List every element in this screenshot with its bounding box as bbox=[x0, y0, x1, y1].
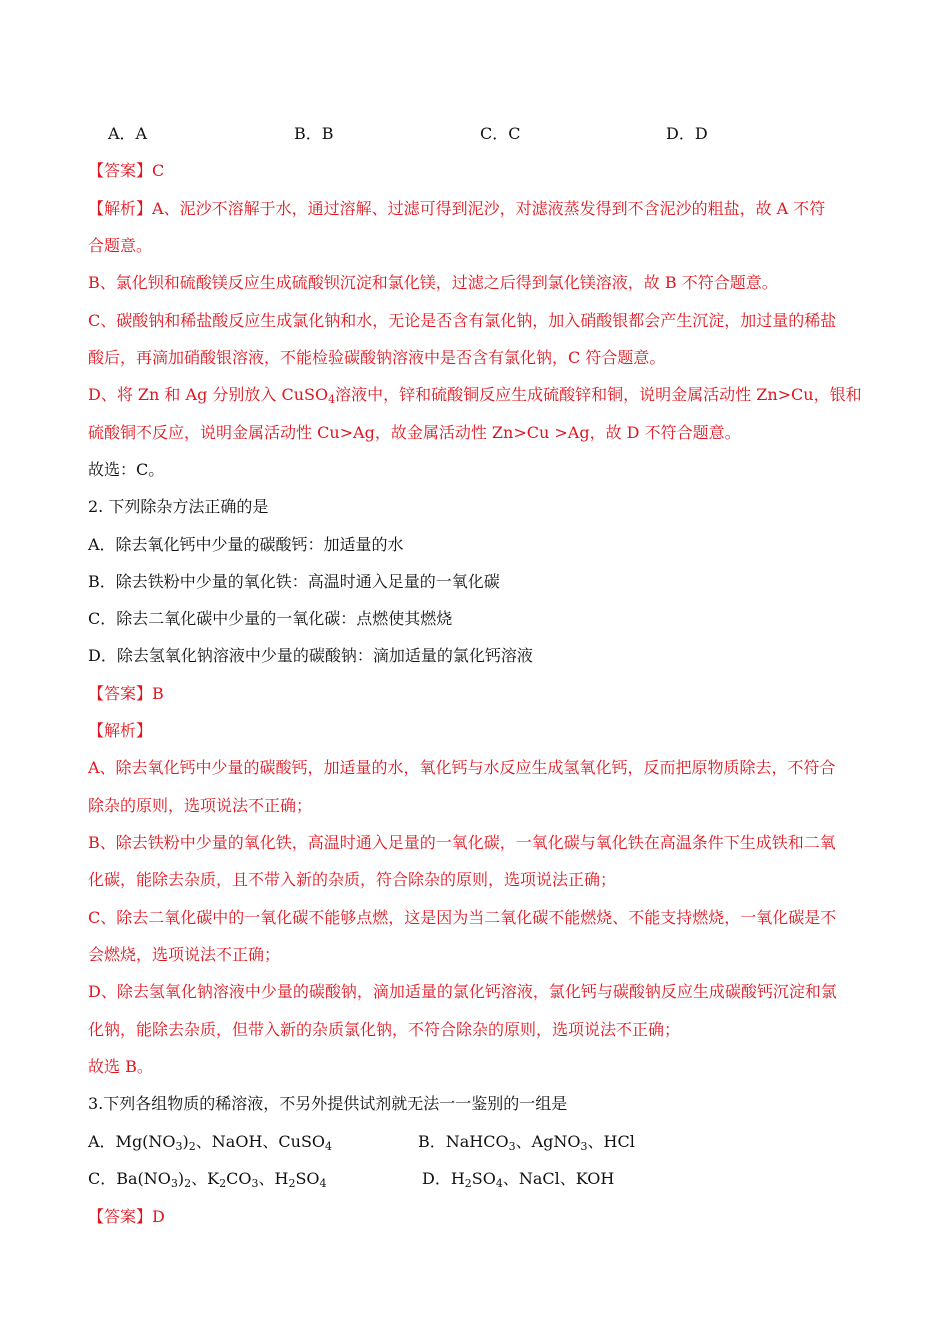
q2-analysis-line: 除杂的原则，选项说法不正确； bbox=[88, 796, 313, 815]
subscript: 2 bbox=[188, 1140, 196, 1153]
q2-option-a: A．除去氧化钙中少量的碳酸钙：加适量的水 bbox=[88, 535, 404, 554]
q2-analysis-label: 【解析】 bbox=[88, 721, 153, 740]
q1-analysis-line: C、碳酸钠和稀盐酸反应生成氯化钠和水，无论是否含有氯化钠，加入硝酸银都会产生沉淀，加过量的稀盐 bbox=[88, 311, 837, 330]
q1-analysis-line: 硫酸铜不反应，说明金属活动性 Cu>Ag，故金属活动性 Zn>Cu >Ag，故 D 不符合题意。 bbox=[88, 423, 741, 442]
subscript: 2 bbox=[184, 1177, 192, 1190]
text: SO bbox=[471, 1169, 496, 1188]
subscript: 4 bbox=[325, 1140, 333, 1153]
text: B．NaHCO bbox=[418, 1132, 509, 1151]
text: D、将 Zn 和 Ag 分别放入 CuSO bbox=[88, 385, 329, 404]
analysis-label: 【解析】 bbox=[88, 199, 153, 218]
text: CO bbox=[226, 1169, 252, 1188]
q3-option-b bbox=[418, 1132, 635, 1152]
q1-option-b: B．B bbox=[294, 124, 334, 143]
text: A．Mg(NO bbox=[88, 1132, 176, 1151]
text: 、H bbox=[258, 1169, 289, 1188]
text: ) bbox=[182, 1132, 189, 1151]
q1-analysis-line: B、氯化钡和硫酸镁反应生成硫酸钡沉淀和氯化镁，过滤之后得到氯化镁溶液，故 B 不符合题意。 bbox=[88, 273, 778, 292]
q2-analysis-line: C、除去二氧化碳中的一氧化碳不能够点燃，这是因为当二氧化碳不能燃烧、不能支持燃烧，一氧化碳是不 bbox=[88, 908, 837, 927]
q3-answer bbox=[88, 1207, 165, 1227]
answer-value: D bbox=[152, 1207, 165, 1226]
q2-analysis-line: 化碳，能除去杂质，且不带入新的杂质，符合除杂的原则，选项说法正确； bbox=[88, 870, 617, 889]
answer-value: C bbox=[152, 161, 165, 180]
subscript: 4 bbox=[495, 1177, 503, 1190]
answer-value: B bbox=[152, 684, 164, 703]
text: 、HCl bbox=[587, 1132, 635, 1151]
answer-label: 【答案】 bbox=[88, 1207, 153, 1226]
q1-answer bbox=[88, 161, 164, 181]
text: D．H bbox=[422, 1169, 465, 1188]
q1-option-c: C．C bbox=[480, 124, 521, 143]
q2-analysis-line: A、除去氧化钙中少量的碳酸钙，加适量的水，氧化钙与水反应生成氢氧化钙，反而把原物质除去，不符合 bbox=[88, 758, 836, 777]
q2-analysis-line: D、除去氢氧化钠溶液中少量的碳酸钠，滴加适量的氯化钙溶液，氯化钙与碳酸钠反应生成碳酸钙沉淀和氯 bbox=[88, 982, 837, 1001]
subscript: 3 bbox=[175, 1140, 183, 1153]
text: 、NaOH、CuSO bbox=[195, 1132, 326, 1151]
q2-option-b: B．除去铁粉中少量的氧化铁：高温时通入足量的一氧化碳 bbox=[88, 572, 500, 591]
subscript: 3 bbox=[580, 1140, 588, 1153]
subscript: 4 bbox=[328, 393, 336, 406]
q1-option-d: D．D bbox=[666, 124, 708, 143]
text: 溶液中，锌和硫酸铜反应生成硫酸锌和铜，说明金属活动性 Zn>Cu，银和 bbox=[335, 385, 862, 404]
q3-stem: 3.下列各组物质的稀溶液，不另外提供试剂就无法一一鉴别的一组是 bbox=[88, 1094, 568, 1113]
text: C．Ba(NO bbox=[88, 1169, 171, 1188]
q2-conclusion: 故选 B。 bbox=[88, 1057, 153, 1076]
q2-analysis-line: B、除去铁粉中少量的氧化铁，高温时通入足量的一氧化碳，一氧化碳与氧化铁在高温条件下生成铁和二氧 bbox=[88, 833, 836, 852]
q2-answer bbox=[88, 684, 164, 704]
answer-label: 【答案】 bbox=[88, 684, 153, 703]
q1-analysis-line bbox=[88, 199, 825, 219]
subscript: 3 bbox=[508, 1140, 516, 1153]
q3-option-a bbox=[88, 1132, 332, 1152]
analysis-text: A、泥沙不溶解于水，通过溶解、过滤可得到泥沙，对滤液蒸发得到不含泥沙的粗盐，故 A 不符 bbox=[152, 199, 826, 218]
answer-label: 【答案】 bbox=[88, 161, 153, 180]
q2-option-c: C．除去二氧化碳中少量的一氧化碳：点燃使其燃烧 bbox=[88, 609, 453, 628]
q2-analysis-line: 化钠，能除去杂质，但带入新的杂质氯化钠，不符合除杂的原则，选项说法不正确； bbox=[88, 1020, 681, 1039]
text: SO bbox=[295, 1169, 320, 1188]
q2-option-d: D．除去氢氧化钠溶液中少量的碳酸钠：滴加适量的氯化钙溶液 bbox=[88, 646, 533, 665]
subscript: 2 bbox=[219, 1177, 227, 1190]
subscript: 2 bbox=[464, 1177, 472, 1190]
q3-option-d bbox=[422, 1169, 614, 1189]
q1-option-a: A．A bbox=[108, 124, 148, 143]
q2-stem: 2. 下列除杂方法正确的是 bbox=[88, 497, 269, 516]
subscript: 2 bbox=[288, 1177, 296, 1190]
text: 、K bbox=[191, 1169, 220, 1188]
subscript: 4 bbox=[319, 1177, 327, 1190]
q1-analysis-line-d bbox=[88, 385, 862, 405]
subscript: 3 bbox=[251, 1177, 259, 1190]
q1-analysis-line: 合题意。 bbox=[88, 236, 153, 255]
q3-option-c bbox=[88, 1169, 327, 1189]
text: 、NaCl、KOH bbox=[502, 1169, 615, 1188]
text: 、AgNO bbox=[515, 1132, 581, 1151]
q2-analysis-line: 会燃烧，选项说法不正确； bbox=[88, 945, 281, 964]
q1-analysis-line: 酸后，再滴加硝酸银溶液，不能检验碳酸钠溶液中是否含有氯化钠，C 符合题意。 bbox=[88, 348, 666, 367]
q1-conclusion: 故选：C。 bbox=[88, 460, 165, 479]
subscript: 3 bbox=[170, 1177, 178, 1190]
text: ) bbox=[177, 1169, 185, 1188]
